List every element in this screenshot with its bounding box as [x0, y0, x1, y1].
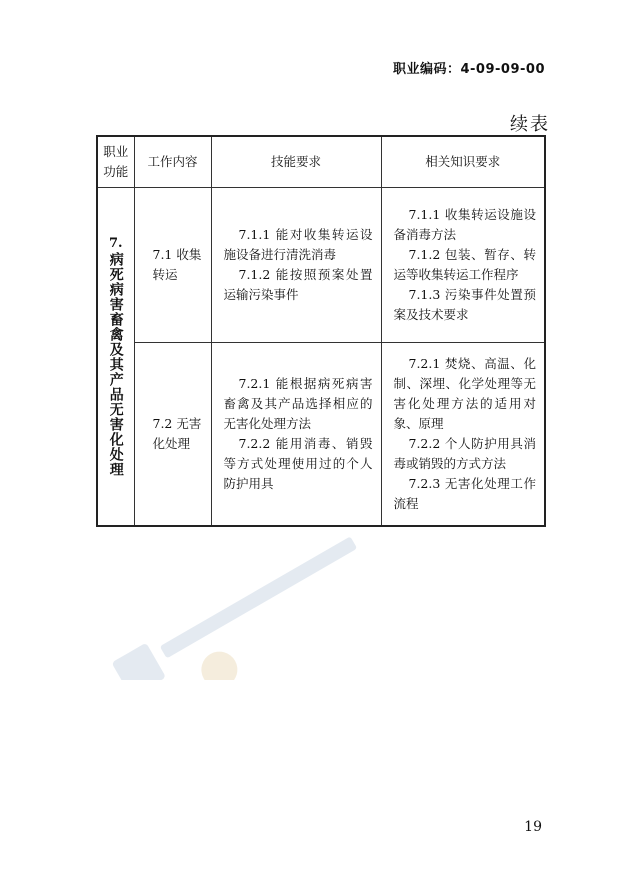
knowledge-item: 7.2.1 焚烧、高温、化制、深埋、化学处理等无害化处理方法的适用对象、原理: [393, 356, 536, 431]
knowledge-item: 7.1.1 收集转运设施设备消毒方法: [393, 207, 536, 242]
table-row: [97, 188, 545, 343]
header-work-content: 工作内容: [134, 136, 211, 188]
skills-cell: [211, 343, 381, 527]
function-number: 7.: [108, 236, 123, 251]
work-content-cell: [134, 343, 211, 527]
function-title: 病死病害畜禽及其产品无害化处理: [107, 252, 124, 477]
skill-item: 7.2.2 能用消毒、销毁等方式处理使用过的个人防护用具: [223, 436, 373, 491]
skill-item: 7.1.1 能对收集转运设施设备进行清洗消毒: [223, 227, 373, 262]
watermark-logo: [100, 520, 420, 680]
knowledge-item: 7.1.3 污染事件处置预案及技术要求: [393, 287, 536, 322]
table-row: [97, 343, 545, 527]
skills-cell: [211, 188, 381, 343]
skills-table: [96, 135, 546, 527]
header-knowledge-requirements: 相关知识要求: [381, 136, 545, 188]
header-skill-requirements: 技能要求: [211, 136, 381, 188]
work-content: 7.2 无害化处理: [152, 416, 202, 451]
knowledge-item: 7.2.3 无害化处理工作流程: [393, 476, 536, 511]
knowledge-cell: [381, 188, 545, 343]
continuation-label: 续表: [510, 114, 550, 135]
knowledge-cell: [381, 343, 545, 527]
page-number: 19: [524, 819, 542, 835]
skill-item: 7.1.2 能按照预案处置运输污染事件: [223, 267, 373, 302]
skill-item: 7.2.1 能根据病死病害畜禽及其产品选择相应的无害化处理方法: [223, 376, 373, 431]
function-cell: [97, 188, 134, 527]
header-function: 职业 功能: [97, 136, 134, 188]
table-header-row: [97, 136, 545, 188]
knowledge-item: 7.2.2 个人防护用具消毒或销毁的方式方法: [393, 436, 536, 471]
knowledge-item: 7.1.2 包装、暂存、转运等收集转运工作程序: [393, 247, 536, 282]
work-content-cell: [134, 188, 211, 343]
work-content: 7.1 收集转运: [152, 247, 202, 282]
occupation-code: 职业编码：4-09-09-00: [392, 62, 545, 77]
